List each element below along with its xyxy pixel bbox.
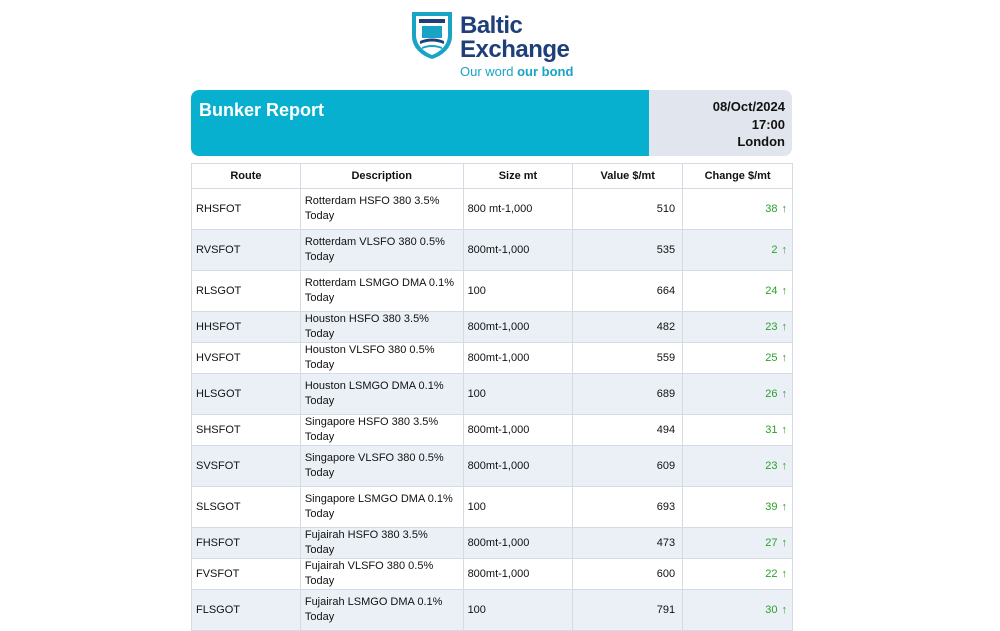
table-row [192,487,793,528]
change-value: 38 [765,202,778,215]
table-row [192,559,793,590]
change-value: 23 [765,459,778,472]
description-cell: Rotterdam VLSFO 380 0.5% Today [300,230,463,271]
route-cell: FVSFOT [192,559,301,590]
table-header-row [192,164,793,189]
size-cell: 100 [463,374,573,415]
change-value: 27 [765,536,778,549]
header-size: Size mt [463,164,573,189]
size-cell: 800mt-1,000 [463,343,573,374]
route-cell: RVSFOT [192,230,301,271]
arrow-up-icon: ↑ [781,423,787,436]
change-cell [683,487,793,528]
change-cell [683,230,793,271]
route-cell: FHSFOT [192,528,301,559]
value-cell: 482 [573,312,683,343]
route-cell: HLSGOT [192,374,301,415]
value-cell: 473 [573,528,683,559]
value-cell: 510 [573,189,683,230]
change-cell [683,446,793,487]
description-cell: Rotterdam HSFO 380 3.5% Today [300,189,463,230]
shield-logo-icon [410,10,454,60]
description-cell: Houston LSMGO DMA 0.1% Today [300,374,463,415]
change-cell [683,559,793,590]
arrow-up-icon: ↑ [781,243,787,256]
tagline-bold: our bond [517,64,574,79]
header-value: Value $/mt [573,164,683,189]
report-title: Bunker Report [199,100,325,120]
table-row [192,271,793,312]
route-cell: RLSGOT [192,271,301,312]
route-cell: SLSGOT [192,487,301,528]
value-cell: 535 [573,230,683,271]
size-cell: 800mt-1,000 [463,312,573,343]
header-route: Route [192,164,301,189]
change-cell [683,374,793,415]
description-cell: Houston VLSFO 380 0.5% Today [300,343,463,374]
header-description: Description [300,164,463,189]
bunker-table [191,163,793,631]
description-cell: Singapore LSMGO DMA 0.1% Today [300,487,463,528]
change-value: 24 [765,284,778,297]
change-cell [683,312,793,343]
change-value: 26 [765,387,778,400]
table-row [192,446,793,487]
arrow-up-icon: ↑ [781,387,787,400]
description-cell: Fujairah VLSFO 380 0.5% Today [300,559,463,590]
route-cell: SHSFOT [192,415,301,446]
size-cell: 800mt-1,000 [463,415,573,446]
size-cell: 800mt-1,000 [463,230,573,271]
table-row [192,590,793,631]
description-cell: Singapore HSFO 380 3.5% Today [300,415,463,446]
value-cell: 693 [573,487,683,528]
change-cell [683,343,793,374]
size-cell: 100 [463,271,573,312]
arrow-up-icon: ↑ [781,459,787,472]
table-row [192,343,793,374]
description-cell: Singapore VLSFO 380 0.5% Today [300,446,463,487]
change-cell [683,415,793,446]
change-cell [683,528,793,559]
arrow-up-icon: ↑ [781,567,787,580]
change-value: 22 [765,567,778,580]
table-row [192,189,793,230]
size-cell: 100 [463,590,573,631]
brand-name-line1: Baltic [460,12,523,39]
change-value: 31 [765,423,778,436]
baltic-exchange-logo [410,8,590,79]
value-cell: 664 [573,271,683,312]
arrow-up-icon: ↑ [781,202,787,215]
report-header [191,90,792,156]
value-cell: 600 [573,559,683,590]
table-row [192,230,793,271]
value-cell: 689 [573,374,683,415]
brand-name-line2: Exchange [460,36,570,63]
table-row [192,528,793,559]
table-row [192,415,793,446]
arrow-up-icon: ↑ [781,284,787,297]
route-cell: RHSFOT [192,189,301,230]
arrow-up-icon: ↑ [781,603,787,616]
report-title-banner [191,90,649,156]
size-cell: 100 [463,487,573,528]
route-cell: FLSGOT [192,590,301,631]
change-cell [683,590,793,631]
report-time: 17:00 [751,116,785,132]
value-cell: 609 [573,446,683,487]
arrow-up-icon: ↑ [781,320,787,333]
report-meta [649,90,792,156]
size-cell: 800mt-1,000 [463,528,573,559]
description-cell: Rotterdam LSMGO DMA 0.1% Today [300,271,463,312]
value-cell: 791 [573,590,683,631]
change-value: 2 [771,243,778,256]
arrow-up-icon: ↑ [781,351,787,364]
table-row [192,374,793,415]
description-cell: Houston HSFO 380 3.5% Today [300,312,463,343]
route-cell: SVSFOT [192,446,301,487]
value-cell: 494 [573,415,683,446]
arrow-up-icon: ↑ [781,500,787,513]
change-value: 39 [765,500,778,513]
change-cell [683,271,793,312]
size-cell: 800 mt-1,000 [463,189,573,230]
change-value: 25 [765,351,778,364]
change-value: 23 [765,320,778,333]
brand-tagline [460,64,573,79]
description-cell: Fujairah LSMGO DMA 0.1% Today [300,590,463,631]
description-cell: Fujairah HSFO 380 3.5% Today [300,528,463,559]
report-location: London [737,134,785,149]
header-change: Change $/mt [683,164,793,189]
route-cell: HHSFOT [192,312,301,343]
change-value: 30 [765,603,778,616]
value-cell: 559 [573,343,683,374]
size-cell: 800mt-1,000 [463,559,573,590]
size-cell: 800mt-1,000 [463,446,573,487]
arrow-up-icon: ↑ [781,536,787,549]
report-date: 08/Oct/2024 [712,99,785,114]
change-cell [683,189,793,230]
route-cell: HVSFOT [192,343,301,374]
tagline-regular: Our word [460,64,514,79]
table-row [192,312,793,343]
